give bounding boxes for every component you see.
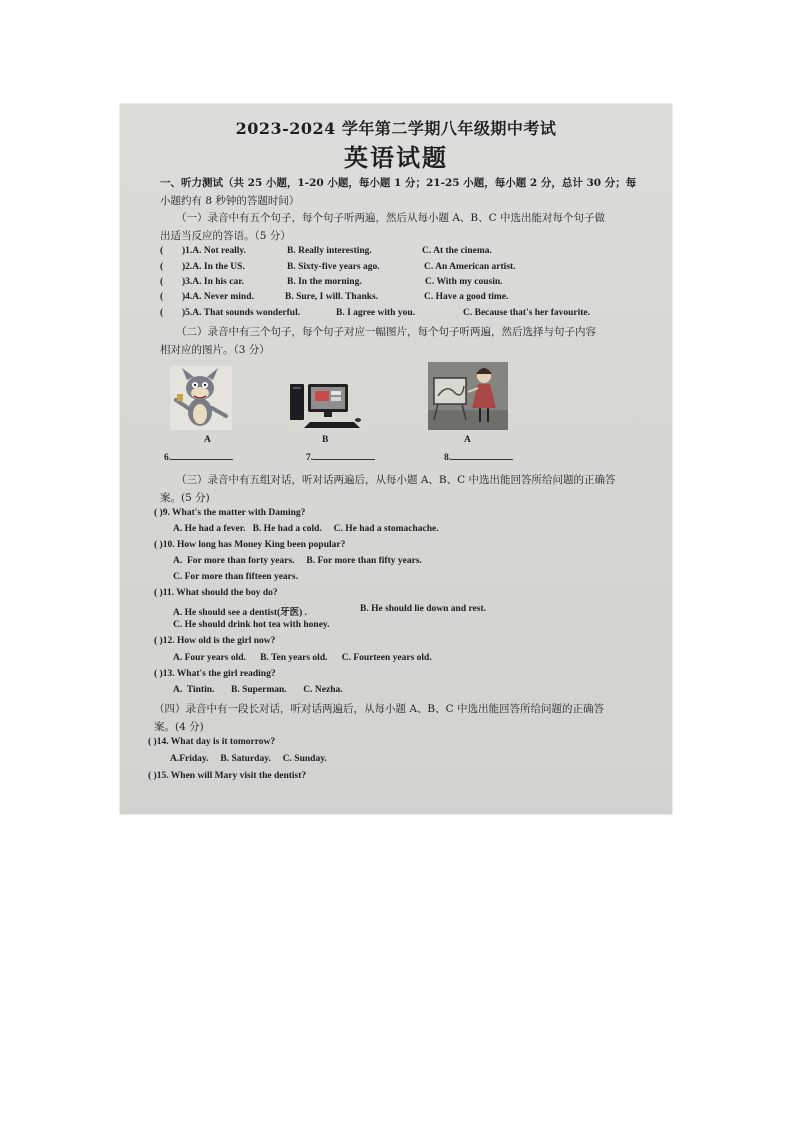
q11-option-c: C. He should drink hot tea with honey. [173, 620, 330, 630]
q9-options: A. He had a fever. B. He had a cold. C. He had a stomachache. [173, 524, 439, 534]
computer-icon [288, 378, 364, 430]
answer-blank-8: 8. [444, 451, 513, 463]
q12-options: A. Four years old. B. Ten years old. C. Fourteen years old. [173, 653, 432, 663]
sec4-instruction: （四）录音中有一段长对话，听对话两遍后，从每小题 A、B、C 中选出能回答所给问题的正确答 [154, 703, 605, 715]
question-13: ( )13. What's the girl reading? [154, 669, 276, 679]
q11-option-a: A. He should see a dentist(牙医) . [173, 608, 308, 618]
question-9: ( )9. What's the matter with Daming? [154, 508, 306, 518]
q3-option-b: B. In the morning. [287, 277, 362, 287]
picture-b-label: B [322, 435, 329, 445]
sec4-instruction-cont: 案。(4 分) [154, 721, 204, 733]
sec2-instruction: （二）录音中有三个句子，每个句子对应一幅图片，每个句子听两遍，然后选择与句子内容 [176, 326, 596, 338]
q10-options: A. For more than forty years. B. For more than fifty years. [173, 556, 422, 566]
q11-option-b: B. He should lie down and rest. [360, 604, 486, 614]
sec1-instruction: （一）录音中有五个句子，每个句子听两遍，然后从每小题 A、B、C 中选出能对每个句子做 [176, 212, 606, 224]
exam-title: 2023-2024 学年第二学期八年级期中考试 [235, 119, 557, 138]
question-2: ( )2.A. In the US. [160, 262, 245, 272]
sec3-instruction-cont: 案。(5 分) [160, 492, 210, 504]
q5-option-b: B. I agree with you. [336, 308, 415, 318]
question-14: ( )14. What day is it tomorrow? [148, 737, 276, 747]
cartoon-cat-icon [170, 366, 232, 430]
question-12: ( )12. How old is the girl now? [154, 636, 276, 646]
q10-option-c: C. For more than fifteen years. [173, 572, 298, 582]
sec3-instruction: （三）录音中有五组对话，听对话两遍后，从每小题 A、B、C 中选出能回答所给问题的正确答 [176, 474, 616, 486]
q2-option-c: C. An American artist. [424, 262, 516, 272]
exam-page [120, 104, 672, 814]
q13-options: A. Tintin. B. Superman. C. Nezha. [173, 685, 343, 695]
answer-blank-7: 7. [306, 451, 375, 463]
q1-option-b: B. Really interesting. [287, 246, 372, 256]
exam-subject-title: 英语试题 [344, 143, 448, 172]
q2-option-b: B. Sixty-five years ago. [287, 262, 380, 272]
q5-option-c: C. Because that's her favourite. [463, 308, 591, 318]
question-11: ( )11. What should the boy do? [154, 588, 278, 598]
picture-c-label: A [464, 435, 471, 445]
q4-option-c: C. Have a good time. [424, 292, 509, 302]
part1-heading: 一、听力测试（共 25 小题，1-20 小题，每小题 1 分；21-25 小题，每小题 2 分，总计 30 分；每 [160, 177, 637, 189]
picture-a-label: A [204, 435, 211, 445]
question-15: ( )15. When will Mary visit the dentist? [148, 771, 307, 781]
question-1: ( )1.A. Not really. [160, 246, 246, 256]
part1-heading-cont: 小题约有 8 秒钟的答题时间） [160, 195, 300, 207]
girl-painting-icon [428, 362, 508, 430]
answer-blank-6: 6. [164, 451, 233, 463]
question-3: ( )3.A. In his car. [160, 277, 244, 287]
q4-option-b: B. Sure, I will. Thanks. [285, 292, 379, 302]
question-4: ( )4.A. Never mind. [160, 292, 254, 302]
sec2-instruction-cont: 相对应的图片。（3 分） [160, 344, 270, 356]
q1-option-c: C. At the cinema. [422, 246, 492, 256]
sec1-instruction-cont: 出适当反应的答语。（5 分） [160, 230, 291, 242]
question-5: ( )5.A. That sounds wonderful. [160, 308, 301, 318]
q3-option-c: C. With my cousin. [425, 277, 503, 287]
question-10: ( )10. How long has Money King been popular? [154, 540, 346, 550]
q14-options: A.Friday. B. Saturday. C. Sunday. [170, 754, 327, 764]
